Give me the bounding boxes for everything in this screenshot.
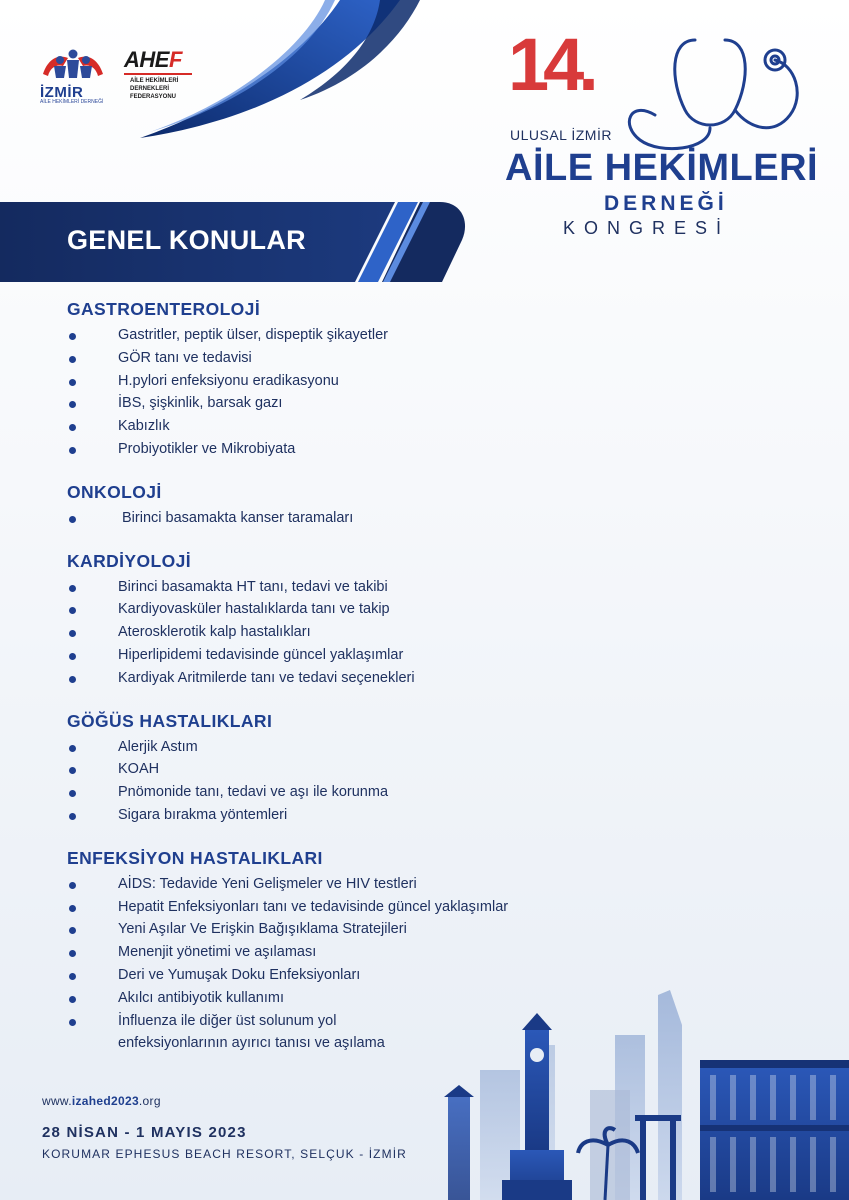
bullet-icon <box>69 607 76 614</box>
item-text: enfeksiyonlarının ayırıcı tanısı ve aşılama <box>118 1035 385 1052</box>
section-gastroenteroloji <box>67 298 627 461</box>
item-text: Birinci basamakta HT tanı, tedavi ve takibi <box>118 578 388 595</box>
ahef-logo <box>124 47 182 73</box>
bullet-icon <box>69 447 76 454</box>
event-venue: KORUMAR EPHESUS BEACH RESORT, SELÇUK - İZMİR <box>42 1147 407 1161</box>
section-title: KARDİYOLOJİ <box>67 550 191 571</box>
website-domain: izahed2023 <box>71 1094 139 1108</box>
ahef-logo-underline <box>124 73 192 75</box>
website-link[interactable] <box>42 1094 161 1108</box>
section-title: ENFEKSİYON HASTALIKLARI <box>67 847 323 868</box>
section-title: GÖĞÜS HASTALIKLARI <box>67 710 273 731</box>
item-text: Akılcı antibiyotik kullanımı <box>118 989 285 1006</box>
list-item <box>67 415 627 438</box>
list-item <box>67 758 627 781</box>
topics-list <box>67 298 627 1075</box>
bullet-icon <box>69 790 76 797</box>
bullet-icon <box>69 356 76 363</box>
list-item <box>67 941 627 964</box>
congress-number: 14. <box>508 23 593 106</box>
izmir-logo-subtitle: AİLE HEKİMLERİ DERNEĞİ <box>40 99 104 105</box>
congress-kongresi: KONGRESİ <box>563 218 731 238</box>
bullet-icon <box>69 516 76 523</box>
section-title: GASTROENTEROLOJİ <box>67 299 261 319</box>
congress-title: AİLE HEKİMLERİ <box>505 147 819 189</box>
item-text: Birinci basamakta kanser taramaları <box>122 509 354 526</box>
item-text: İnfluenza ile diğer üst solunum yol <box>118 1012 337 1029</box>
list-item <box>67 621 627 644</box>
item-text: Probiyotikler ve Mikrobiyata <box>118 440 296 457</box>
item-text: AİDS: Tedavide Yeni Gelişmeler ve HIV testleri <box>118 875 417 892</box>
list-item <box>67 438 627 461</box>
list-item <box>67 644 627 667</box>
list-item <box>67 873 627 896</box>
item-text: Hiperlipidemi tedavisinde güncel yaklaşımlar <box>118 646 404 663</box>
bullet-icon <box>69 424 76 431</box>
bullet-icon <box>69 973 76 980</box>
item-text: Menenjit yönetimi ve aşılaması <box>118 944 317 961</box>
bullet-icon <box>69 813 76 820</box>
bullet-icon <box>69 767 76 774</box>
list-item <box>67 667 627 690</box>
event-date: 28 NİSAN - 1 MAYIS 2023 <box>42 1124 247 1141</box>
item-text: H.pylori enfeksiyonu eradikasyonu <box>118 372 339 389</box>
item-text: Kabızlık <box>118 418 170 435</box>
page-title: GENEL KONULAR <box>67 225 306 255</box>
list-item <box>67 392 627 415</box>
bullet-icon <box>69 882 76 889</box>
bullet-icon <box>69 905 76 912</box>
item-text: Deri ve Yumuşak Doku Enfeksiyonları <box>118 966 361 983</box>
bullet-icon <box>69 653 76 660</box>
item-text: Aterosklerotik kalp hastalıkları <box>118 624 311 641</box>
bullet-icon <box>69 996 76 1003</box>
item-text: Yeni Aşılar Ve Erişkin Bağışıklama Stratejileri <box>118 921 407 938</box>
congress-dernegi: DERNEĞİ <box>604 192 728 215</box>
website-suffix: .org <box>138 1094 161 1108</box>
item-text: Kardiyak Aritmilerde tanı ve tedavi seçenekleri <box>118 669 415 686</box>
list-item <box>67 324 627 347</box>
bullet-icon <box>69 630 76 637</box>
item-text: Hepatit Enfeksiyonları tanı ve tedavisinde güncel yaklaşımlar <box>118 898 509 915</box>
item-text: Alerjik Astım <box>118 738 198 755</box>
list-item <box>67 507 627 530</box>
item-text: Gastritler, peptik ülser, dispeptik şikayetler <box>118 327 388 343</box>
izmir-skyline-illustration <box>430 985 849 1200</box>
list-item <box>67 347 627 370</box>
bullet-icon <box>69 745 76 752</box>
list-item <box>67 918 627 941</box>
item-text: GÖR tanı ve tedavisi <box>118 349 252 366</box>
ahef-logo-mark: AHE <box>124 47 169 72</box>
bullet-icon <box>69 401 76 408</box>
website-prefix: www. <box>42 1094 72 1108</box>
item-text: KOAH <box>118 761 160 778</box>
bullet-icon <box>69 585 76 592</box>
bullet-icon <box>69 927 76 934</box>
list-item <box>67 736 627 759</box>
list-item <box>67 576 627 599</box>
section-onkoloji <box>67 481 627 530</box>
bullet-icon <box>69 333 76 340</box>
item-text: Kardiyovasküler hastalıklarda tanı ve takip <box>118 601 390 618</box>
list-item <box>67 598 627 621</box>
congress-line1: ULUSAL İZMİR <box>510 127 612 143</box>
bullet-icon <box>69 950 76 957</box>
item-text: Pnömonide tanı, tedavi ve aşı ile korunma <box>118 784 389 801</box>
bullet-icon <box>69 1019 76 1026</box>
list-item <box>67 964 627 987</box>
item-text: Sigara bırakma yöntemleri <box>118 806 288 823</box>
section-kardiyoloji <box>67 550 627 690</box>
list-item <box>67 804 627 827</box>
section-title: ONKOLOJİ <box>67 481 162 502</box>
section-gogus-hastaliklari <box>67 710 627 827</box>
item-text: İBS, şişkinlik, barsak gazı <box>118 395 283 412</box>
ahef-logo-subtitle: AİLE HEKİMLERİ DERNEKLERİ FEDERASYONU <box>130 78 179 100</box>
bullet-icon <box>69 379 76 386</box>
izmir-logo-text: İZMİR <box>40 84 84 101</box>
ahef-logo-mark-f: F <box>168 47 182 72</box>
list-item <box>67 370 627 393</box>
list-item <box>67 781 627 804</box>
list-item <box>67 896 627 919</box>
bullet-icon <box>69 676 76 683</box>
